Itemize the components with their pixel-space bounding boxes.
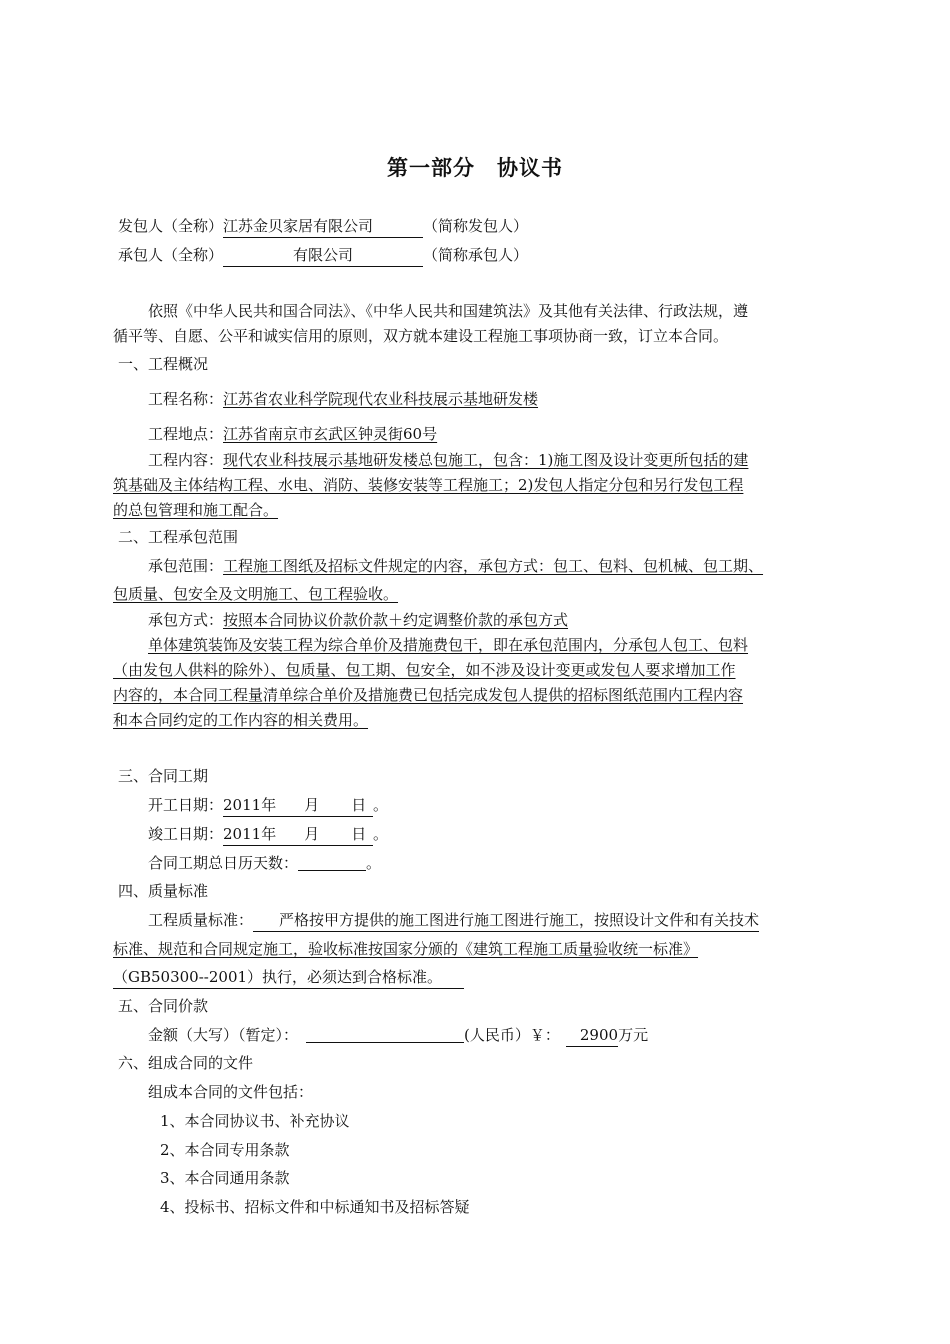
project-content-line-2: 筑基础及主体结构工程、水电、消防、装修安装等工程施工；2)发包人指定分包和另行发包工程 <box>113 476 744 494</box>
scope-line-1 <box>148 555 763 577</box>
section-4-heading: 四、质量标准 <box>118 882 209 900</box>
start-day: 日 <box>351 796 367 814</box>
mode-label: 承包方式： <box>148 611 224 629</box>
detail-line-2: （由发包人供料的除外）、包质量、包工期、包安全，如不涉及设计变更或发包人要求增加工作 <box>113 661 736 679</box>
rmb-label: (人民币）￥： <box>464 1026 560 1044</box>
employer-name: 江苏金贝家居有限公司 <box>223 215 423 238</box>
document-item-1: 1、本合同协议书、补充协议 <box>160 1112 350 1130</box>
amount-blank <box>306 1026 464 1043</box>
project-location-line <box>148 423 437 445</box>
project-name-value: 江苏省农业科学院现代农业科技展示基地研发楼 <box>223 390 539 408</box>
employer-line <box>118 215 528 238</box>
project-location-label: 工程地点： <box>148 425 224 443</box>
project-content-line-3: 的总包管理和施工配合。 <box>113 501 279 519</box>
end-day: 日 <box>351 825 367 843</box>
period-blank <box>298 854 366 871</box>
preamble-line-2: 循平等、自愿、公平和诚实信用的原则，双方就本建设工程施工事项协商一致，订立本合同。 <box>113 327 729 345</box>
period-line <box>148 852 381 874</box>
contractor-suffix: （简称承包人） <box>423 246 529 264</box>
quality-line-2: 标准、规范和合同规定施工，验收标准按国家分颁的《建筑工程施工质量验收统一标准》 <box>113 940 699 958</box>
amount-label: 金额（大写）（暂定）： <box>148 1026 299 1044</box>
section-1-heading: 一、工程概况 <box>118 355 209 373</box>
scope-label: 承包范围： <box>148 557 224 575</box>
detail-line-3: 内容的，本合同工程量清单综合单价及措施费已包括完成发包人提供的招标图纸范围内工程内容 <box>113 686 744 704</box>
section-2-heading: 二、工程承包范围 <box>118 528 239 546</box>
contractor-line <box>118 244 528 267</box>
start-month: 月 <box>304 796 320 814</box>
section-5-heading: 五、合同价款 <box>118 997 209 1015</box>
end-month: 月 <box>304 825 320 843</box>
project-location-value: 江苏省南京市玄武区钟灵街60号 <box>223 425 438 443</box>
quality-label: 工程质量标准： <box>148 911 254 929</box>
amount-unit: 万元 <box>618 1026 649 1044</box>
mode-line <box>148 609 568 631</box>
amount-line <box>148 1024 648 1047</box>
quality-line-3 <box>113 966 464 989</box>
project-name-label: 工程名称： <box>148 390 224 408</box>
amount-value: 2900 <box>566 1024 618 1047</box>
project-content-text-1: 现代农业科技展示基地研发楼总包施工，包含：1)施工图及设计变更所包括的建 <box>223 451 749 469</box>
contractor-name: 有限公司 <box>223 244 423 267</box>
page-title: 第一部分 协议书 <box>387 156 563 180</box>
quality-line-1 <box>148 909 759 932</box>
document-item-2: 2、本合同专用条款 <box>160 1141 290 1159</box>
project-content-label: 工程内容： <box>148 451 224 469</box>
end-date-label: 竣工日期： <box>148 825 224 843</box>
scope-line-2: 包质量、包安全及文明施工、包工程验收。 <box>113 585 399 603</box>
start-date-line <box>148 794 388 817</box>
scope-text-1: 工程施工图纸及招标文件规定的内容，承包方式：包工、包料、包机械、包工期、 <box>223 557 764 575</box>
start-date-label: 开工日期： <box>148 796 224 814</box>
document-item-3: 3、本合同通用条款 <box>160 1169 290 1187</box>
quality-text-1: 严格按甲方提供的施工图进行施工图进行施工，按照设计文件和有关技术 <box>253 909 759 932</box>
end-dot: 。 <box>373 825 389 843</box>
section-6-heading: 六、组成合同的文件 <box>118 1054 254 1072</box>
period-end: 。 <box>366 854 382 872</box>
end-year: 2011年 <box>223 825 277 843</box>
detail-line-1: 单体建筑装饰及安装工程为综合单价及措施费包干，即在承包范围内，分承包人包工、包料 <box>148 636 749 654</box>
document-item-4: 4、投标书、招标文件和中标通知书及招标答疑 <box>160 1198 470 1216</box>
quality-text-3: （GB50300--2001）执行，必须达到合格标准。 <box>113 966 464 989</box>
start-dot: 。 <box>373 796 389 814</box>
employer-label: 发包人（全称） <box>118 217 224 235</box>
employer-suffix: （简称发包人） <box>423 217 529 235</box>
detail-line-4: 和本合同约定的工作内容的相关费用。 <box>113 711 369 729</box>
documents-intro: 组成本合同的文件包括： <box>148 1083 314 1101</box>
project-content-line-1 <box>148 449 748 471</box>
project-name-line <box>148 388 538 410</box>
section-3-heading: 三、合同工期 <box>118 767 209 785</box>
preamble-line-1: 依照《中华人民共和国合同法》、《中华人民共和国建筑法》及其他有关法律、行政法规，遵 <box>148 302 749 320</box>
period-label: 合同工期总日历天数： <box>148 854 299 872</box>
mode-value: 按照本合同协议价款价款＋约定调整价款的承包方式 <box>223 611 569 629</box>
contractor-label: 承包人（全称） <box>118 246 224 264</box>
start-year: 2011年 <box>223 796 277 814</box>
end-date-line <box>148 823 388 846</box>
